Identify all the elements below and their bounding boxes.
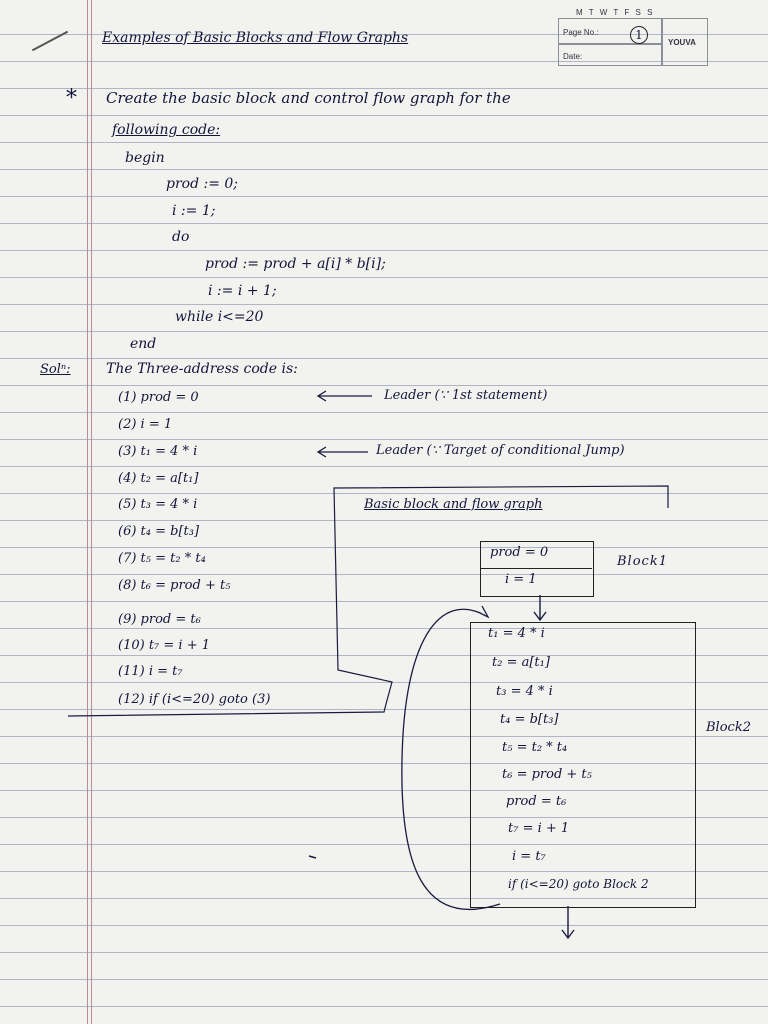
code-line: do <box>172 229 190 245</box>
code-line: prod := 0; <box>166 176 239 192</box>
tac-line: (7) t₅ = t₂ * t₄ <box>118 551 206 566</box>
block-2-label: Block2 <box>706 720 751 735</box>
block-2-line: t₇ = i + 1 <box>508 821 570 836</box>
weekday: W <box>599 8 610 17</box>
block-1-line: prod = 0 <box>490 545 549 560</box>
block-2-line: t₅ = t₂ * t₄ <box>502 740 568 755</box>
leader-note-1: Leader (∵ 1st statement) <box>384 388 548 403</box>
weekday: T <box>613 8 621 17</box>
block-2-line: t₂ = a[t₁] <box>492 655 550 670</box>
tac-line: (1) prod = 0 <box>118 390 199 405</box>
block-2-line: t₆ = prod + t₅ <box>502 767 592 782</box>
page-no-value: 1 <box>630 26 648 44</box>
weekday: S <box>647 8 655 17</box>
loop-back-edge <box>402 606 500 909</box>
block-2-line: t₃ = 4 * i <box>496 684 553 699</box>
question-line-2: following code: <box>112 122 221 138</box>
tac-line: (11) i = t₇ <box>118 664 183 679</box>
tac-line: (8) t₆ = prod + t₅ <box>118 578 231 593</box>
solution-label: Solⁿ: <box>40 362 71 377</box>
block-1-line: i = 1 <box>505 572 537 587</box>
page-title: Examples of Basic Blocks and Flow Graphs <box>102 30 409 46</box>
tac-line: (2) i = 1 <box>118 417 173 432</box>
code-line: while i<=20 <box>175 309 264 325</box>
block-2-line: t₁ = 4 * i <box>488 626 545 641</box>
code-line: begin <box>125 150 165 166</box>
exit-arrow <box>562 906 574 938</box>
bullet-marker: * <box>66 86 77 111</box>
block-2-line: if (i<=20) goto Block 2 <box>508 877 649 891</box>
weekday: M <box>576 8 585 17</box>
leader-arrow-2 <box>318 447 368 457</box>
block-2-line: i = t₇ <box>512 849 546 864</box>
tac-line: (6) t₄ = b[t₃] <box>118 524 200 539</box>
brand-logo: YOUVA <box>668 38 696 47</box>
stray-mark <box>309 856 316 858</box>
code-line: prod := prod + a[i] * b[i]; <box>205 256 386 272</box>
weekday: S <box>635 8 643 17</box>
code-line: i := i + 1; <box>208 283 277 299</box>
leader-note-2: Leader (∵ Target of conditional Jump) <box>376 443 625 458</box>
question-line-1: Create the basic block and control flow graph for the <box>106 89 511 107</box>
weekday: F <box>624 8 632 17</box>
tac-line: (4) t₂ = a[t₁] <box>118 471 199 486</box>
date-label: Date: <box>563 52 583 61</box>
page-no-label: Page No.: <box>563 28 599 37</box>
leader-arrow-1 <box>318 391 372 401</box>
block-1-label: Block1 <box>617 554 668 569</box>
code-line: end <box>130 336 157 352</box>
solution-intro: The Three-address code is: <box>106 361 298 377</box>
tac-line: (12) if (i<=20) goto (3) <box>118 692 271 707</box>
arrow-block1-to-block2 <box>534 595 546 620</box>
tac-line: (10) t₇ = i + 1 <box>118 638 210 653</box>
weekday: T <box>588 8 596 17</box>
flowgraph-title: Basic block and flow graph <box>364 497 543 512</box>
tac-line: (9) prod = t₆ <box>118 612 201 627</box>
block-2-line: t₄ = b[t₃] <box>500 712 559 727</box>
tac-line: (3) t₁ = 4 * i <box>118 444 198 459</box>
block-2-line: prod = t₆ <box>506 794 567 809</box>
code-line: i := 1; <box>172 203 216 219</box>
tac-bracket <box>68 486 668 716</box>
tac-line: (5) t₃ = 4 * i <box>118 497 198 512</box>
